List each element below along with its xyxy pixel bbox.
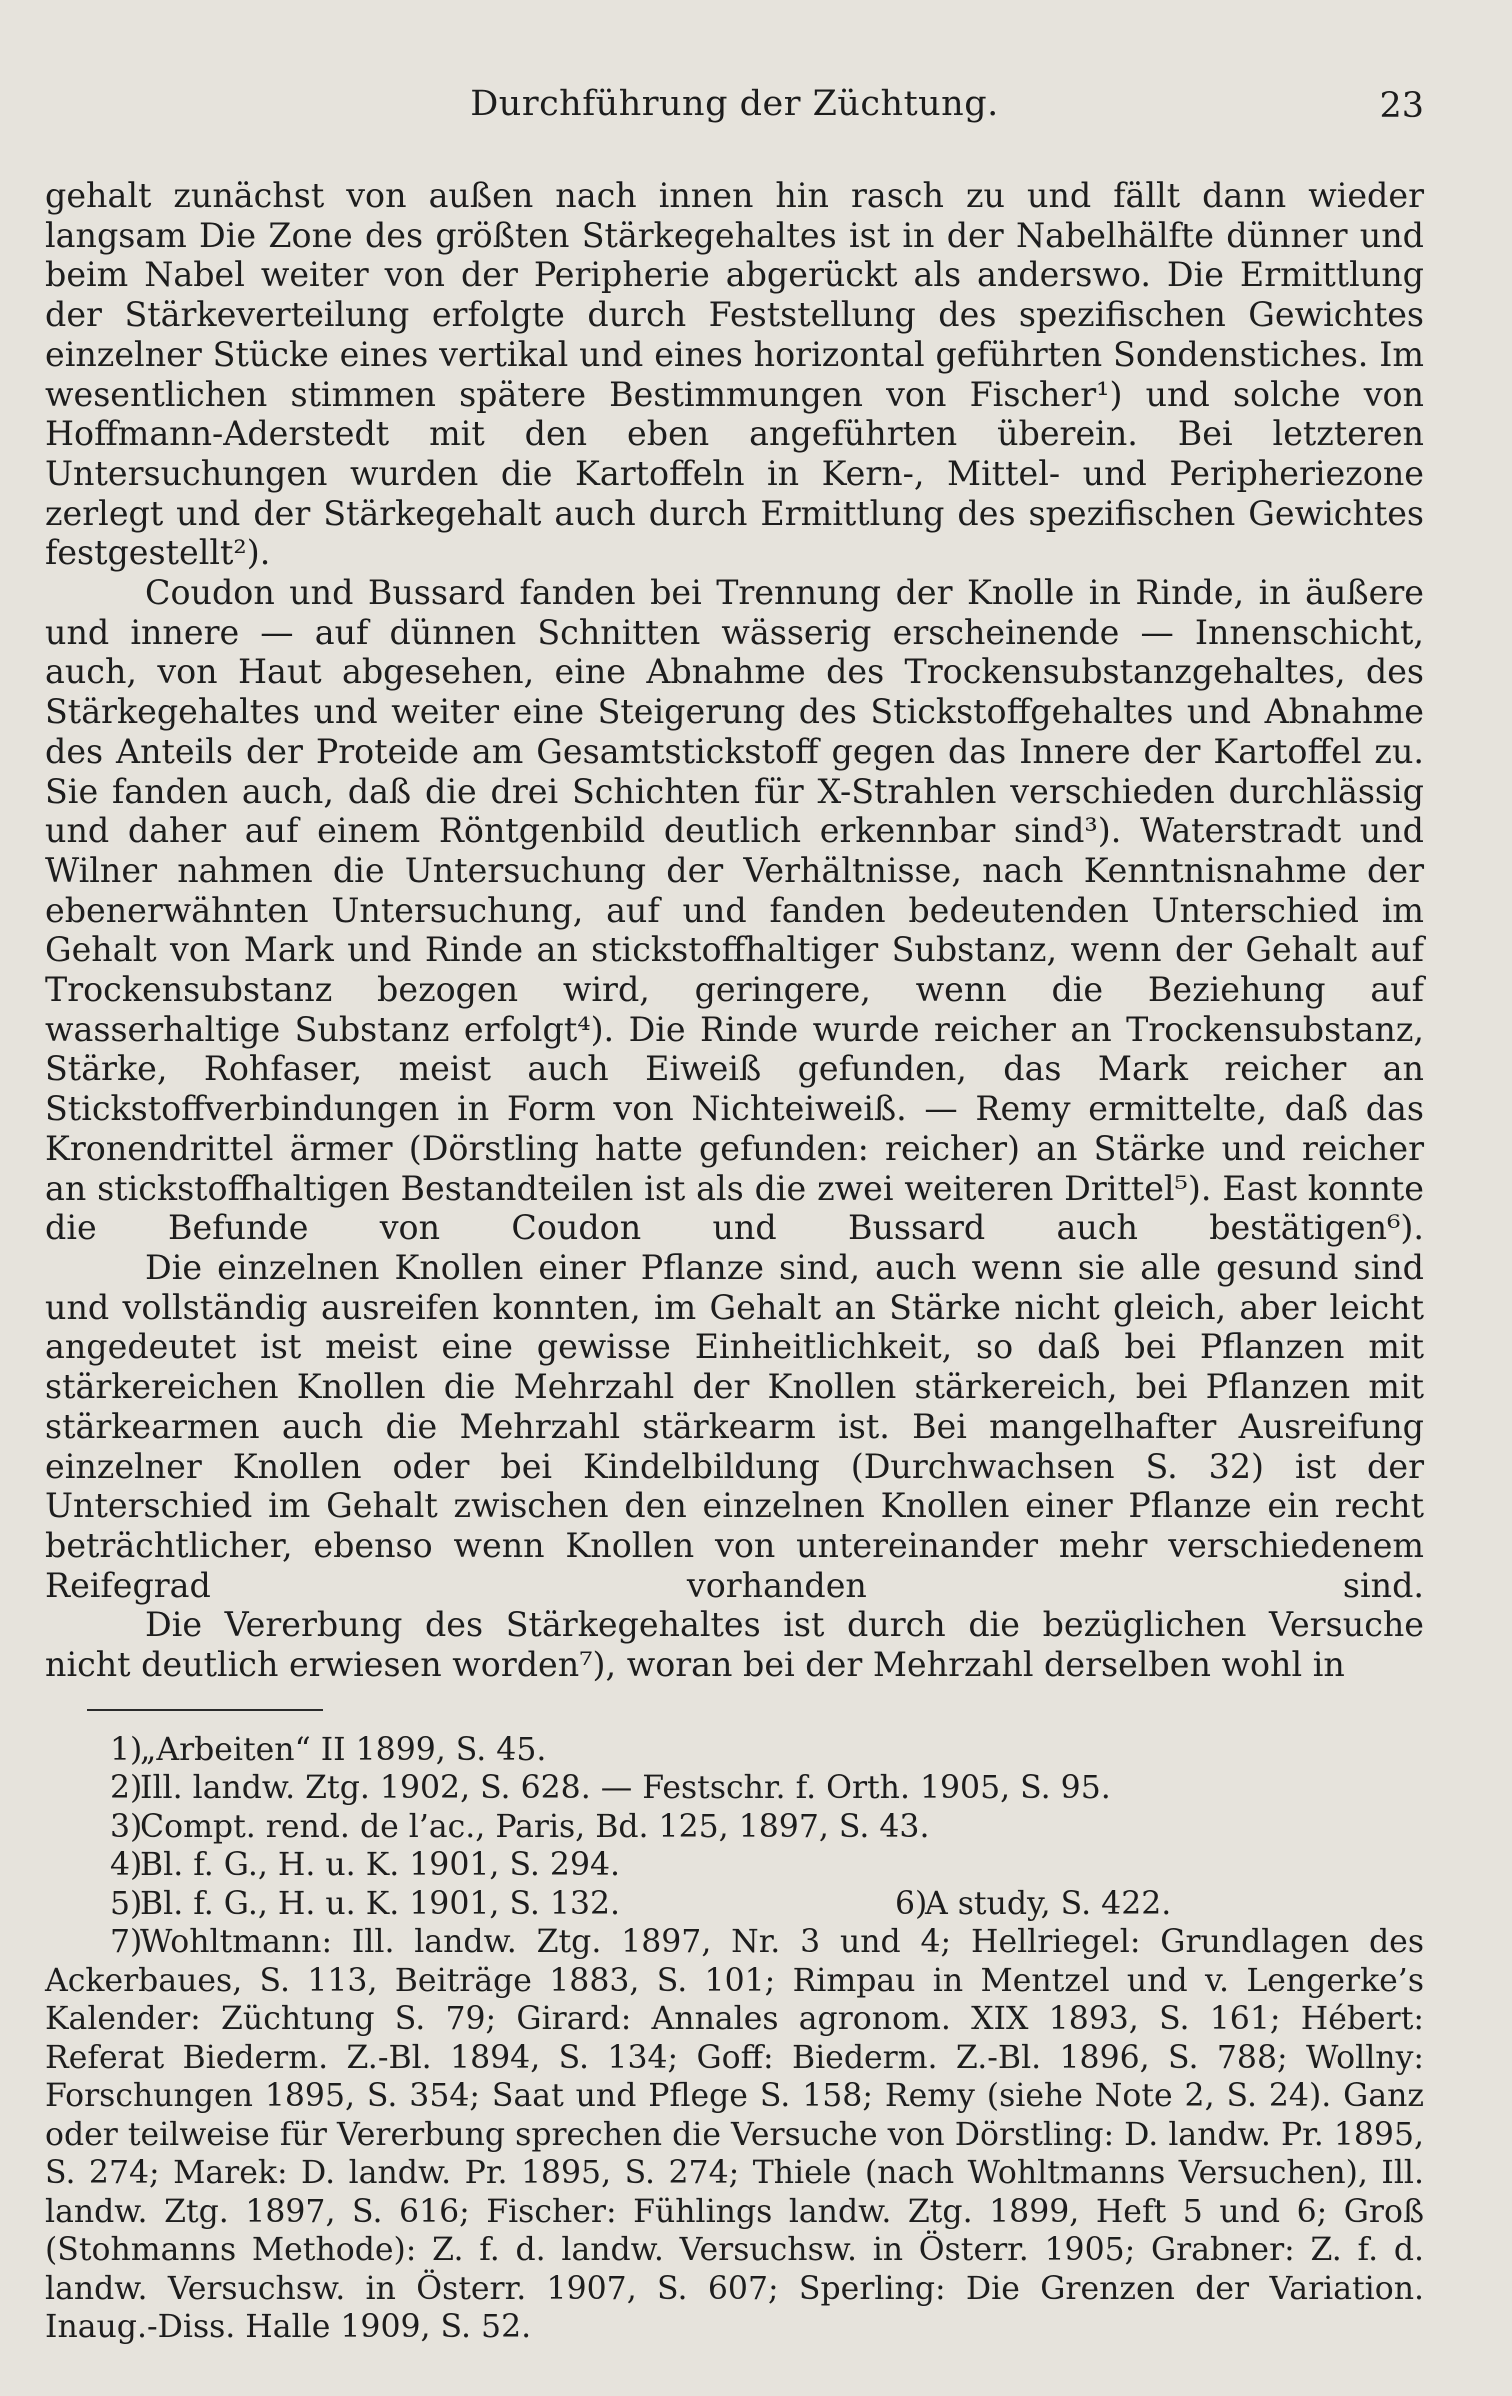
paragraph: Die einzelnen Knollen einer Pflanze sind, auch wenn sie alle gesund sind und vollständig ausreifen konnten, im Gehalt an Stärke nicht gleich, aber leicht angedeutet ist meist eine gewisse Einheitlichkeit, so daß bei Pflanzen mit stärkereichen Knollen die Mehrzahl der Knollen stärkereich, bei Pflanzen mit stärkearmen auch die Mehrzahl stärkearm ist. Bei mangelhafter Ausreifung einzelner Knollen oder bei Kindelbildung (Durchwachsen S. 32) ist der Unterschied im Gehalt zwischen den einzelnen Knollen einer Pflanze ein recht beträchtlicher, ebenso wenn Knollen von untereinander mehr verschiedenem Reifegrad vorhanden sind. <box>45 1247 1424 1605</box>
page-number: 23 <box>1379 86 1424 126</box>
footnote: 1)„Arbeiten“ II 1899, S. 45. <box>110 1731 547 1768</box>
paragraph: Coudon und Bussard fanden bei Trennung der Knolle in Rinde, in äußere und innere — auf dünnen Schnitten wässerig erscheinende — Innenschicht, auch, von Haut abgesehen, eine Abnahme des Trockensubstanzgehaltes, des Stärkegehaltes und weiter eine Steigerung des Stickstoffgehaltes und Abnahme des Anteils der Proteide am Gesamtstickstoff gegen das Innere der Kartoffel zu. Sie fanden auch, daß die drei Schichten für X-Strahlen verschieden durchlässig und daher auf einem Röntgenbild deutlich erkennbar sind³). Waterstradt und Wilner nahmen die Untersuchung der Verhältnisse, nach Kenntnisnahme der ebenerwähnten Untersuchung, auf und fanden bedeutenden Unterschied im Gehalt von Mark und Rinde an stickstoffhaltiger Substanz, wenn der Gehalt auf Trockensubstanz bezogen wird, geringere, wenn die Beziehung auf wasserhaltige Substanz erfolgt⁴). Die Rinde wurde reicher an Trockensubstanz, Stärke, Rohfaser, meist auch Eiweiß gefunden, das Mark reicher an Stickstoffverbindungen in Form von Nichteiweiß. — Remy ermittelte, daß das Kronendrittel ärmer (Dörstling hatte gefunden: reicher) an Stärke und reicher an stickstoffhaltigen Bestandteilen ist als die zwei weiteren Drittel⁵). East konnte die Befunde von Coudon und Bussard auch bestätigen⁶). <box>45 573 1424 1248</box>
paragraph: gehalt zunächst von außen nach innen hin rasch zu und fällt dann wieder langsam Die Zone des größten Stärkegehaltes ist in der Nabelhälfte dünner und beim Nabel weiter von der Peripherie abgerückt als anderswo. Die Ermittlung der Stärkeverteilung erfolgte durch Feststellung des spezifischen Gewichtes einzelner Stücke eines vertikal und eines horizontal geführten Sondenstiches. Im wesentlichen stimmen spätere Bestimmungen von Fischer¹) und solche von Hoffmann-Aderstedt mit den eben angeführten überein. Bei letzteren Untersuchungen wurden die Kartoffeln in Kern-, Mittel- und Peripheriezone zerlegt und der Stärkegehalt auch durch Ermittlung des spezifischen Gewichtes festgestellt²). <box>45 176 1424 573</box>
footnote: 4)Bl. f. G., H. u. K. 1901, S. 294. <box>110 1847 621 1884</box>
footnote-row <box>45 1885 1424 1924</box>
page-header <box>45 78 1424 158</box>
footnote: 2)Ill. landw. Ztg. 1902, S. 628. — Festschr. f. Orth. 1905, S. 95. <box>110 1770 1111 1807</box>
paragraph: Die Vererbung des Stärkegehaltes ist durch die bezüglichen Versuche nicht deutlich erwiesen worden⁷), woran bei der Mehrzahl derselben wohl in <box>45 1605 1424 1685</box>
footnote: 7)Wohltmann: Ill. landw. Ztg. 1897, Nr. 3 und 4; Hellriegel: Grundlagen des Ackerbaues, S. 113, Beiträge 1883, S. 101; Rimpau in Mentzel und v. Lengerke’s Kalender: Züchtung S. 79; Girard: Annales agronom. XIX 1893, S. 161; Hébert: Referat Biederm. Z.-Bl. 1894, S. 134; Goff: Biederm. Z.-Bl. 1896, S. 788; Wollny: Forschungen 1895, S. 354; Saat und Pflege S. 158; Remy (siehe Note 2, S. 24). Ganz oder teilweise für Vererbung sprechen die Versuche von Dörstling: D. landw. Pr. 1895, S. 274; Marek: D. landw. Pr. 1895, S. 274; Thiele (nach Wohltmanns Versuchen), Ill. landw. Ztg. 1897, S. 616; Fischer: Fühlings landw. Ztg. 1899, Heft 5 und 6; Groß (Stohmanns Methode): Z. f. d. landw. Versuchsw. in Österr. 1905; Grabner: Z. f. d. landw. Versuchsw. in Österr. 1907, S. 607; Sperling: Die Grenzen der Variation. Inaug.-Diss. Halle 1909, S. 52. <box>45 1924 1424 2346</box>
footnotes <box>45 1731 1424 2347</box>
footnote: 3)Compt. rend. de l’ac., Paris, Bd. 125, 1897, S. 43. <box>110 1808 930 1845</box>
footnote-rule <box>87 1709 323 1711</box>
body-text <box>45 176 1424 1685</box>
footnote: 5)Bl. f. G., H. u. K. 1901, S. 132. <box>110 1885 621 1922</box>
footnote: 6)A study, S. 422. <box>895 1885 1172 1922</box>
running-title: Durchführung der Züchtung. <box>470 84 999 124</box>
